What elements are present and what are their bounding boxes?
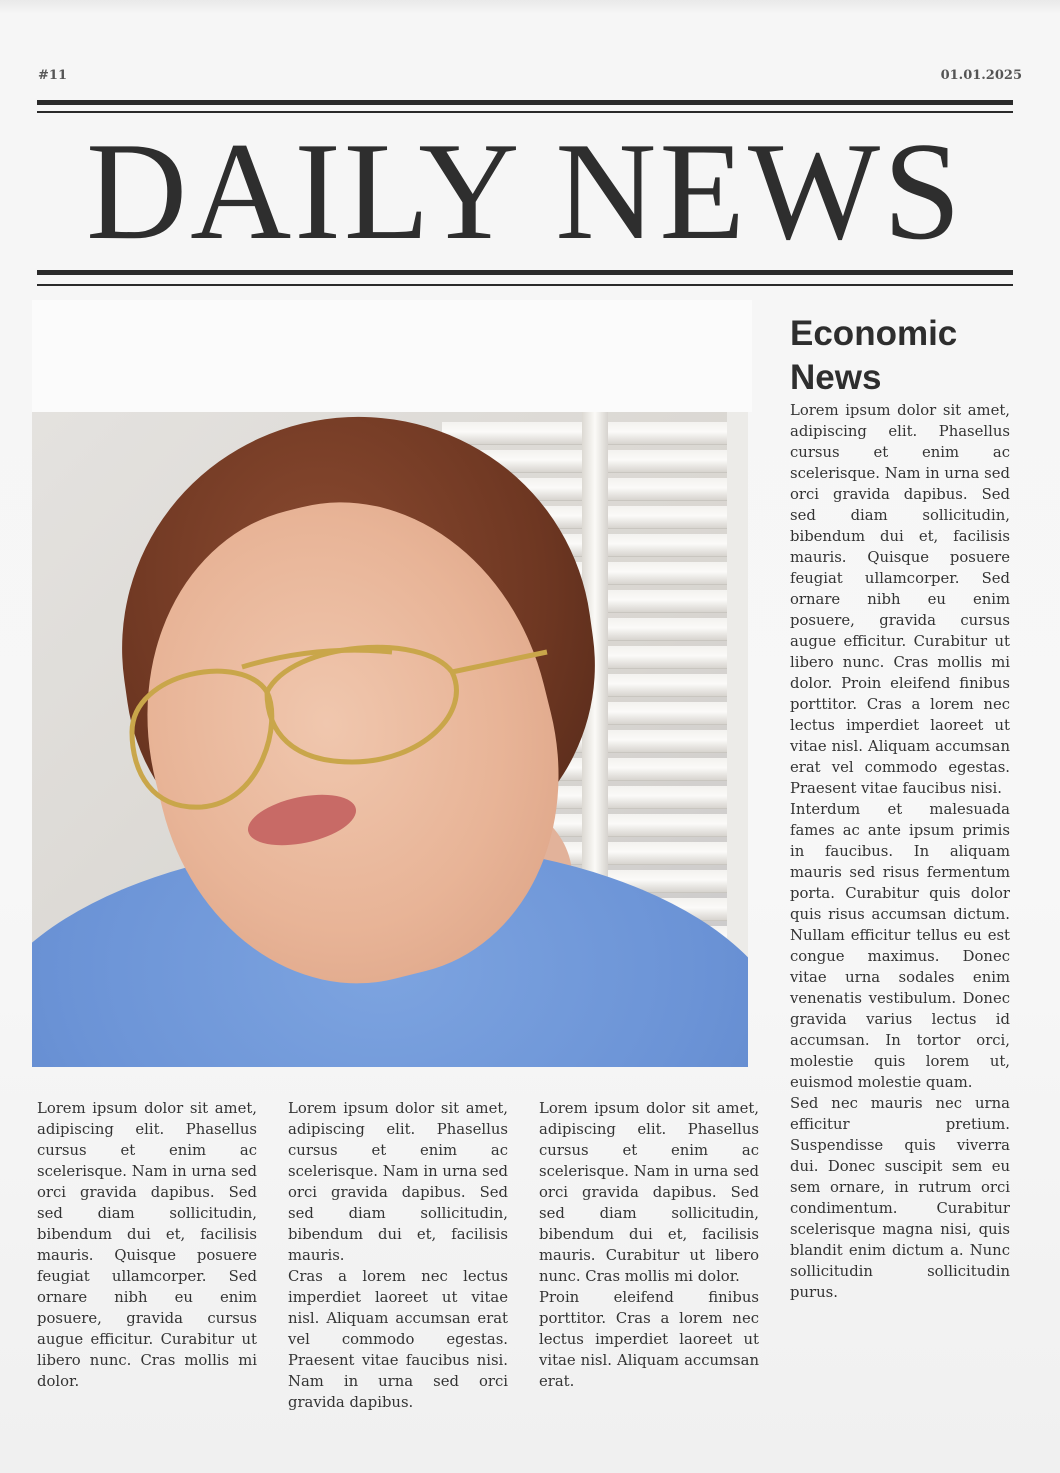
paragraph: Lorem ipsum dolor sit amet, adipiscing elit. Phasellus cursus et enim ac scelerisque. Nam in urna sed orci gravida dapibus. Sed sed diam sollicitudin, bibendum dui et, facilisis mauris. Quisque posuere feugiat ullamcorper. Sed ornare nibh eu enim posuere, gravida cursus augue efficitur. Curabitur ut libero nunc. Cras mollis mi dolor. Proin eleifend finibus porttitor. Cras a lorem nec lectus imperdiet laoreet ut vitae nisl. Aliquam accumsan erat vel commodo egestas. Praesent vitae faucibus nisi. xyxy=(790,402,1010,797)
sidebar-article-body xyxy=(790,400,1010,1303)
issue-number: #11 xyxy=(38,68,67,83)
masthead-title: DAILY NEWS xyxy=(86,114,964,269)
article-column-1 xyxy=(37,1098,257,1392)
issue-date: 01.01.2025 xyxy=(940,68,1022,83)
article-column-2 xyxy=(288,1098,508,1413)
article-column-3 xyxy=(539,1098,759,1392)
paragraph: Lorem ipsum dolor sit amet, adipiscing elit. Phasellus cursus et enim ac scelerisque. Nam in urna sed orci gravida dapibus. Sed sed diam sollicitudin, bibendum dui et, facilisis mauris. Curabitur ut libero nunc. Cras mollis mi dolor. xyxy=(539,1100,759,1285)
paragraph: Interdum et malesuada fames ac ante ipsum primis in faucibus. In aliquam mauris sed risus fermentum porta. Curabitur quis dolor quis risus accumsan dictum. Nullam efficitur tellus eu est congue maximus. Donec vitae urna sodales enim venenatis vestibulum. Donec gravida varius lectus id accumsan. In tortor orci, molestie quis lorem ut, euismod molestie quam. xyxy=(790,801,1010,1091)
masthead-rule-bottom-thick xyxy=(37,270,1013,275)
paragraph: Sed nec mauris nec urna efficitur pretium. Suspendisse quis viverra dui. Donec suscipit sem eu sem ornare, in rutrum orci condimentum. Curabitur scelerisque magna nisi, quis blandit enim dictum a. Nunc sollicitudin sollicitudin purus. xyxy=(790,1095,1010,1301)
paragraph: Cras a lorem nec lectus imperdiet laoreet ut vitae nisl. Aliquam accumsan erat vel commodo egestas. Praesent vitae faucibus nisi. Nam in urna sed orci gravida dapibus. xyxy=(288,1268,508,1411)
paragraph: Lorem ipsum dolor sit amet, adipiscing elit. Phasellus cursus et enim ac scelerisque. Nam in urna sed orci gravida dapibus. Sed sed diam sollicitudin, bibendum dui et, facilisis mauris. xyxy=(288,1100,508,1264)
portrait-photo xyxy=(32,412,748,1067)
sidebar-article-title: Economic News xyxy=(790,314,958,397)
glasses-icon xyxy=(92,612,552,832)
paragraph: Proin eleifend finibus porttitor. Cras a lorem nec lectus imperdiet laoreet ut vitae nisl. Aliquam accumsan erat. xyxy=(539,1289,759,1390)
paragraph: Lorem ipsum dolor sit amet, adipiscing elit. Phasellus cursus et enim ac scelerisque. Nam in urna sed orci gravida dapibus. Sed sed diam sollicitudin, bibendum dui et, facilisis mauris. Quisque posuere feugiat ullamcorper. Sed ornare nibh eu enim posuere, gravida cursus augue efficitur. Curabitur ut libero nunc. Cras mollis mi dolor. xyxy=(37,1100,257,1390)
masthead-rule-bottom-thin xyxy=(37,284,1013,286)
masthead-rule-top-thin xyxy=(37,111,1013,113)
cover-block xyxy=(32,300,752,412)
masthead-rule-top-thick xyxy=(37,100,1013,105)
